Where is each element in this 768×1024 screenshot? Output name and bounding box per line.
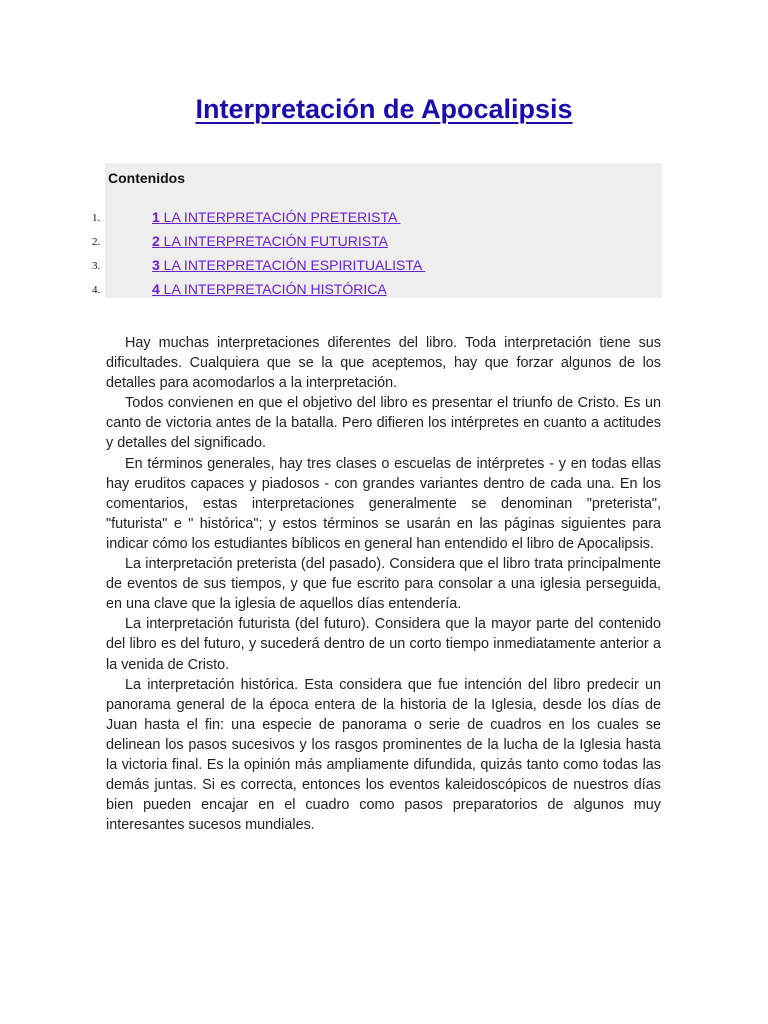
paragraph: La interpretación futurista (del futuro). Considera que la mayor parte del contenido del libro es del futuro, y sucederá dentro de un corto tiempo inmediatamente anterior a la venida de Cristo. xyxy=(106,616,661,673)
list-marker: 2. xyxy=(92,236,101,248)
list-marker: 3. xyxy=(92,260,101,272)
toc-item-historica xyxy=(92,277,662,301)
toc-link-historica[interactable] xyxy=(152,277,387,301)
toc-link-label: LA INTERPRETACIÓN FUTURISTA xyxy=(159,233,388,249)
list-marker: 4. xyxy=(92,284,101,296)
page-title xyxy=(0,89,768,129)
toc-link-number: 3 xyxy=(152,257,160,273)
toc-item-preterista xyxy=(92,205,662,229)
toc-link-number: 4 xyxy=(152,281,160,297)
toc-item-futurista xyxy=(92,229,662,253)
paragraph: La interpretación histórica. Esta considera que fue intención del libro predecir un panorama general de la época entera de la historia de la Iglesia, desde los días de Juan hasta el fin: una especie de panorama o serie de cuadros en los cuales se delinean los pasos sucesivos y los rasgos prominentes de la lucha de la Iglesia hasta la victoria final. Es la opinión más ampliamente difundida, quizás tanto como todas las demás juntas. Si es correcta, entonces los eventos kaleidoscópicos de nuestros días bien pueden encajar en el cuadro como pasos preparatorios de algunos muy interesantes sucesos mundiales. xyxy=(106,676,661,834)
toc-link-futurista[interactable] xyxy=(152,229,388,253)
table-of-contents xyxy=(92,163,662,298)
toc-link-preterista[interactable] xyxy=(152,205,400,229)
toc-link-number: 1 xyxy=(152,209,160,225)
paragraph: En términos generales, hay tres clases o escuelas de intérpretes - y en todas ellas hay eruditos capaces y piadosos - con grandes variantes dentro de cada una. En los comentarios, estas interpretaciones generalmente se denominan "preterista", "futurista" e " histórica"; y estos términos se usarán en las páginas siguientes para indicar cómo los estudiantes bíblicos en general han entendido el libro de Apocalipsis. xyxy=(106,455,661,552)
paragraph: La interpretación preterista (del pasado). Considera que el libro trata principalmente de eventos de sus tiempos, y que fue escrito para consolar a una iglesia perseguida, en una clave que la iglesia de aquellos días entendería. xyxy=(106,556,661,613)
toc-heading: Contenidos xyxy=(108,170,185,186)
toc-link-number: 2 xyxy=(152,233,160,249)
paragraph: Todos convienen en que el objetivo del libro es presentar el triunfo de Cristo. Es un canto de victoria antes de la batalla. Pero difieren los intérpretes en cuanto a actitudes y detalles del significado. xyxy=(106,395,661,452)
page-title-link[interactable]: Interpretación de Apocalipsis xyxy=(195,94,573,124)
article-body xyxy=(106,333,661,835)
list-marker: 1. xyxy=(92,212,101,224)
toc-link-espiritualista[interactable] xyxy=(152,253,425,277)
toc-link-label: LA INTERPRETACIÓN HISTÓRICA xyxy=(159,281,387,297)
toc-item-espiritualista xyxy=(92,253,662,277)
paragraph: Hay muchas interpretaciones diferentes del libro. Toda interpretación tiene sus dificultades. Cualquiera que se la que aceptemos, hay que forzar algunos de los detalles para acomodarlos a la interpretación. xyxy=(106,335,661,392)
toc-link-label: LA INTERPRETACIÓN PRETERISTA xyxy=(159,209,401,225)
toc-link-label: LA INTERPRETACIÓN ESPIRITUALISTA xyxy=(159,257,426,273)
